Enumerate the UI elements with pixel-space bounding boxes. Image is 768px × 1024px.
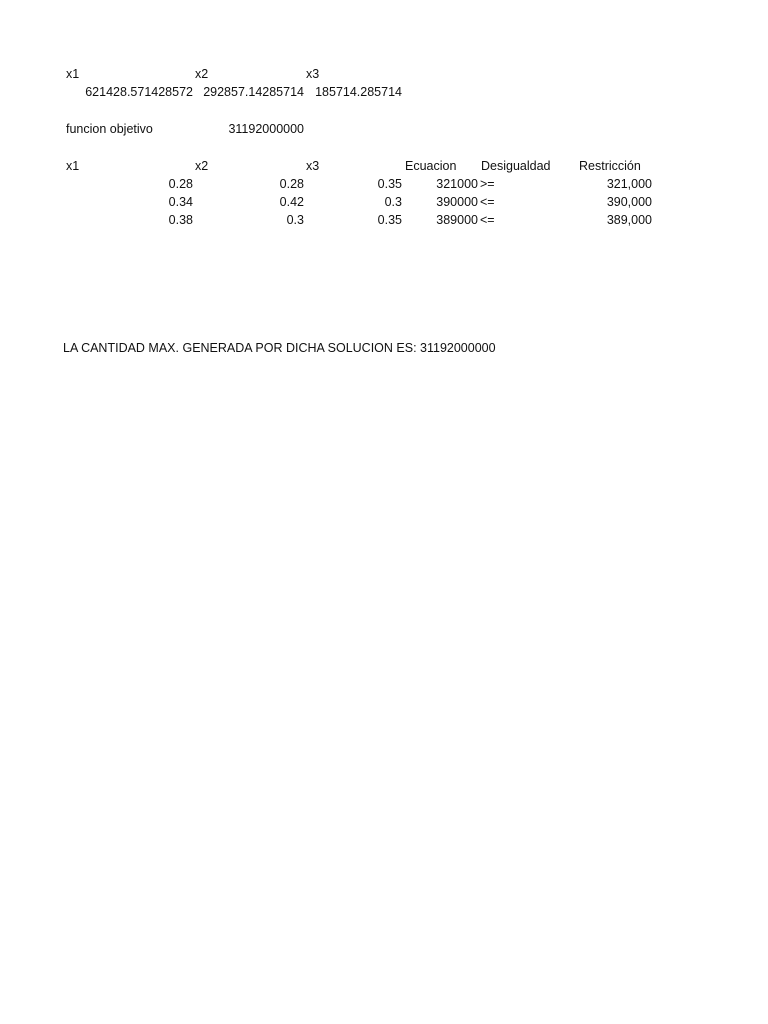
constraint-header-x1: x1 — [66, 159, 80, 173]
constraint-row3-desigualdad: <= — [480, 213, 495, 227]
objective-label: funcion objetivo — [66, 122, 153, 136]
constraint-row3-x2: 0.3 — [286, 213, 304, 227]
constraint-row1-x1: 0.28 — [168, 177, 193, 191]
constraint-row2-x2: 0.42 — [279, 195, 304, 209]
objective-value: 31192000000 — [228, 122, 304, 136]
constraint-row2-ecuacion: 390000 — [436, 195, 478, 209]
constraint-row3-ecuacion: 389000 — [436, 213, 478, 227]
var-header-x2: x2 — [195, 67, 209, 81]
constraint-header-desigualdad: Desigualdad — [481, 159, 551, 173]
var-value-x1: 621428.571428572 — [85, 85, 193, 99]
conclusion-text: LA CANTIDAD MAX. GENERADA POR DICHA SOLUCION ES: 31192000000 — [63, 341, 496, 355]
constraint-header-ecuacion: Ecuacion — [405, 159, 457, 173]
var-header-x1: x1 — [66, 67, 80, 81]
constraint-row2-desigualdad: <= — [480, 195, 495, 209]
var-value-x3: 185714.285714 — [315, 85, 402, 99]
constraint-row1-x2: 0.28 — [279, 177, 304, 191]
constraint-row3-x3: 0.35 — [377, 213, 402, 227]
constraint-row3-x1: 0.38 — [168, 213, 193, 227]
var-value-x2: 292857.14285714 — [203, 85, 304, 99]
constraint-row2-restriccion: 390,000 — [606, 195, 652, 209]
var-header-x3: x3 — [306, 67, 320, 81]
constraint-row1-restriccion: 321,000 — [606, 177, 652, 191]
constraint-row1-desigualdad: >= — [480, 177, 495, 191]
constraint-row1-x3: 0.35 — [377, 177, 402, 191]
constraint-row3-restriccion: 389,000 — [606, 213, 652, 227]
constraint-header-restriccion: Restricción — [579, 159, 641, 173]
constraint-row2-x1: 0.34 — [168, 195, 193, 209]
constraint-row1-ecuacion: 321000 — [436, 177, 478, 191]
constraint-header-x2: x2 — [195, 159, 209, 173]
constraint-row2-x3: 0.3 — [384, 195, 402, 209]
constraint-header-x3: x3 — [306, 159, 320, 173]
